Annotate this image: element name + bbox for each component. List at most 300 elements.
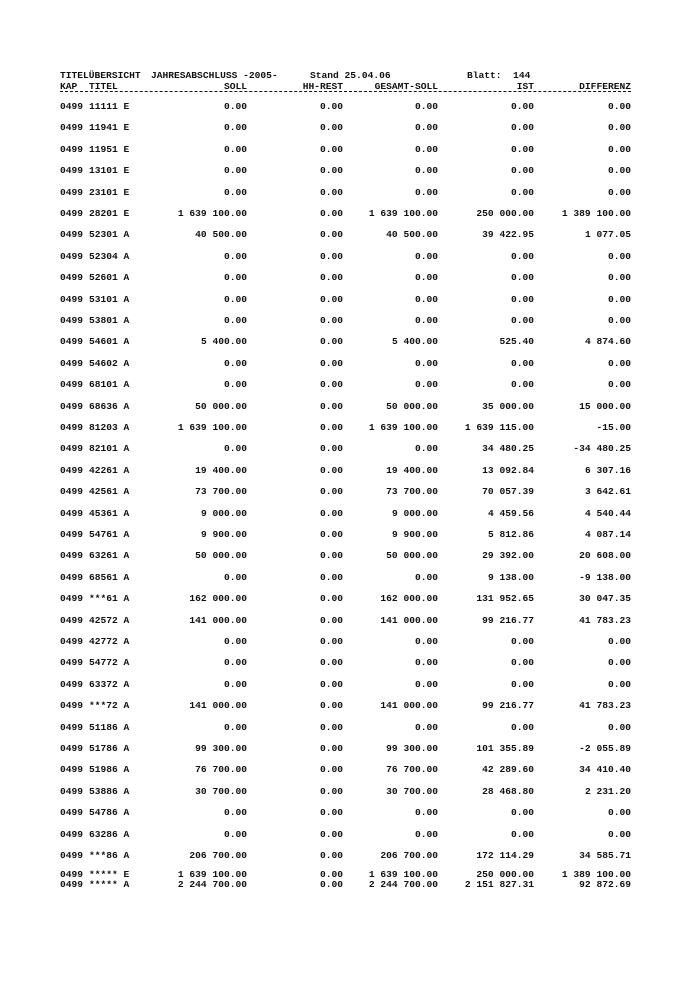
hh-rest-cell: 0.00 <box>319 786 343 797</box>
soll-cell: 19 400.00 <box>195 465 247 476</box>
gesamt-soll-cell: 0.00 <box>414 294 438 305</box>
hh-rest-cell: 0.00 <box>319 722 343 733</box>
titel-cell: ***86 A <box>89 850 130 861</box>
titel-cell: 11951 E <box>89 144 130 155</box>
titel-cell: 42261 A <box>89 465 130 476</box>
hh-rest-cell: 0.00 <box>319 508 343 519</box>
ist-cell: 101 355.89 <box>476 743 534 754</box>
gesamt-soll-cell: 0.00 <box>414 722 438 733</box>
soll-cell: 0.00 <box>223 122 247 133</box>
hh-rest-cell: 0.00 <box>319 358 343 369</box>
differenz-cell: 34 410.40 <box>579 764 631 775</box>
differenz-cell: 34 585.71 <box>579 850 631 861</box>
kap-cell: 0499 <box>60 879 84 890</box>
ist-cell: 42 289.60 <box>482 764 534 775</box>
soll-cell: 73 700.00 <box>195 486 247 497</box>
ist-cell: 0.00 <box>510 144 534 155</box>
differenz-cell: 0.00 <box>607 272 631 283</box>
column-header-gesamt-soll: GESAMT-SOLL <box>374 81 438 92</box>
kap-cell: 0499 <box>60 529 84 540</box>
hh-rest-cell: 0.00 <box>319 679 343 690</box>
table-row <box>0 272 700 284</box>
gesamt-soll-cell: 0.00 <box>414 272 438 283</box>
differenz-cell: 0.00 <box>607 144 631 155</box>
kap-cell: 0499 <box>60 144 84 155</box>
report-date: Stand 25.04.06 <box>310 70 391 81</box>
table-row <box>0 379 700 391</box>
gesamt-soll-cell: 0.00 <box>414 315 438 326</box>
titel-cell: 53801 A <box>89 315 130 326</box>
table-row <box>0 850 700 862</box>
table-row <box>0 294 700 306</box>
hh-rest-cell: 0.00 <box>319 869 343 880</box>
hh-rest-cell: 0.00 <box>319 422 343 433</box>
soll-cell: 0.00 <box>223 101 247 112</box>
soll-cell: 0.00 <box>223 272 247 283</box>
titel-cell: 11941 E <box>89 122 130 133</box>
table-row <box>0 165 700 177</box>
hh-rest-cell: 0.00 <box>319 764 343 775</box>
differenz-cell: 0.00 <box>607 829 631 840</box>
kap-cell: 0499 <box>60 101 84 112</box>
differenz-cell: 20 608.00 <box>579 550 631 561</box>
table-row <box>0 251 700 263</box>
table-row <box>0 187 700 199</box>
differenz-cell: 4 540.44 <box>584 508 631 519</box>
table-row <box>0 144 700 156</box>
table-row <box>0 700 700 712</box>
gesamt-soll-cell: 162 000.00 <box>380 593 438 604</box>
ist-cell: 0.00 <box>510 807 534 818</box>
kap-cell: 0499 <box>60 187 84 198</box>
table-row <box>0 508 700 520</box>
ist-cell: 131 952.65 <box>476 593 534 604</box>
hh-rest-cell: 0.00 <box>319 829 343 840</box>
table-row <box>0 122 700 134</box>
table-row <box>0 101 700 113</box>
column-header-titel: TITEL <box>89 81 118 92</box>
gesamt-soll-cell: 50 000.00 <box>386 550 438 561</box>
differenz-cell: 1 077.05 <box>584 229 631 240</box>
gesamt-soll-cell: 73 700.00 <box>386 486 438 497</box>
ist-cell: 0.00 <box>510 315 534 326</box>
ist-cell: 0.00 <box>510 251 534 262</box>
kap-cell: 0499 <box>60 379 84 390</box>
table-row <box>0 422 700 434</box>
ist-cell: 34 480.25 <box>482 443 534 454</box>
gesamt-soll-cell: 99 300.00 <box>386 743 438 754</box>
titel-cell: 52601 A <box>89 272 130 283</box>
ist-cell: 0.00 <box>510 722 534 733</box>
table-row <box>0 443 700 455</box>
differenz-cell: 2 231.20 <box>584 786 631 797</box>
ist-cell: 70 057.39 <box>482 486 534 497</box>
soll-cell: 0.00 <box>223 443 247 454</box>
differenz-cell: 41 783.23 <box>579 615 631 626</box>
titel-cell: 54786 A <box>89 807 130 818</box>
ist-cell: 0.00 <box>510 636 534 647</box>
hh-rest-cell: 0.00 <box>319 529 343 540</box>
hh-rest-cell: 0.00 <box>319 443 343 454</box>
soll-cell: 99 300.00 <box>195 743 247 754</box>
kap-cell: 0499 <box>60 764 84 775</box>
soll-cell: 162 000.00 <box>189 593 247 604</box>
gesamt-soll-cell: 76 700.00 <box>386 764 438 775</box>
header-divider <box>60 91 631 92</box>
table-row <box>0 764 700 776</box>
titel-cell: 63286 A <box>89 829 130 840</box>
titel-cell: 42772 A <box>89 636 130 647</box>
differenz-cell: 0.00 <box>607 358 631 369</box>
gesamt-soll-cell: 19 400.00 <box>386 465 438 476</box>
differenz-cell: 0.00 <box>607 187 631 198</box>
ist-cell: 0.00 <box>510 101 534 112</box>
gesamt-soll-cell: 0.00 <box>414 187 438 198</box>
ist-cell: 525.40 <box>499 336 534 347</box>
soll-cell: 0.00 <box>223 144 247 155</box>
titel-cell: 52304 A <box>89 251 130 262</box>
titel-cell: 42561 A <box>89 486 130 497</box>
gesamt-soll-cell: 0.00 <box>414 572 438 583</box>
soll-cell: 0.00 <box>223 636 247 647</box>
soll-cell: 9 000.00 <box>200 508 247 519</box>
kap-cell: 0499 <box>60 422 84 433</box>
report-subtitle: JAHRESABSCHLUSS -2005- <box>151 70 278 81</box>
hh-rest-cell: 0.00 <box>319 572 343 583</box>
differenz-cell: 0.00 <box>607 722 631 733</box>
gesamt-soll-cell: 0.00 <box>414 144 438 155</box>
gesamt-soll-cell: 0.00 <box>414 379 438 390</box>
gesamt-soll-cell: 0.00 <box>414 122 438 133</box>
table-row <box>0 572 700 584</box>
soll-cell: 40 500.00 <box>195 229 247 240</box>
gesamt-soll-cell: 0.00 <box>414 443 438 454</box>
differenz-cell: -9 138.00 <box>579 572 631 583</box>
hh-rest-cell: 0.00 <box>319 251 343 262</box>
soll-cell: 0.00 <box>223 379 247 390</box>
kap-cell: 0499 <box>60 443 84 454</box>
differenz-cell: 3 642.61 <box>584 486 631 497</box>
ist-cell: 0.00 <box>510 829 534 840</box>
kap-cell: 0499 <box>60 722 84 733</box>
titel-cell: 54601 A <box>89 336 130 347</box>
table-row <box>0 229 700 241</box>
soll-cell: 0.00 <box>223 679 247 690</box>
ist-cell: 250 000.00 <box>476 869 534 880</box>
soll-cell: 9 900.00 <box>200 529 247 540</box>
hh-rest-cell: 0.00 <box>319 122 343 133</box>
kap-cell: 0499 <box>60 850 84 861</box>
differenz-cell: 1 389 100.00 <box>561 869 631 880</box>
titel-cell: 11111 E <box>89 101 130 112</box>
table-row <box>0 786 700 798</box>
differenz-cell: 0.00 <box>607 165 631 176</box>
titel-cell: 68636 A <box>89 401 130 412</box>
titel-cell: 51186 A <box>89 722 130 733</box>
kap-cell: 0499 <box>60 869 84 880</box>
differenz-cell: 41 783.23 <box>579 700 631 711</box>
kap-cell: 0499 <box>60 508 84 519</box>
titel-cell: 13101 E <box>89 165 130 176</box>
ist-cell: 4 459.56 <box>487 508 534 519</box>
kap-cell: 0499 <box>60 294 84 305</box>
differenz-cell: 0.00 <box>607 379 631 390</box>
hh-rest-cell: 0.00 <box>319 550 343 561</box>
gesamt-soll-cell: 0.00 <box>414 829 438 840</box>
soll-cell: 0.00 <box>223 572 247 583</box>
differenz-cell: 0.00 <box>607 294 631 305</box>
differenz-cell: 0.00 <box>607 315 631 326</box>
differenz-cell: 0.00 <box>607 251 631 262</box>
hh-rest-cell: 0.00 <box>319 879 343 890</box>
hh-rest-cell: 0.00 <box>319 401 343 412</box>
gesamt-soll-cell: 0.00 <box>414 807 438 818</box>
soll-cell: 0.00 <box>223 807 247 818</box>
titel-cell: 82101 A <box>89 443 130 454</box>
kap-cell: 0499 <box>60 550 84 561</box>
titel-cell: 54761 A <box>89 529 130 540</box>
hh-rest-cell: 0.00 <box>319 294 343 305</box>
kap-cell: 0499 <box>60 465 84 476</box>
ist-cell: 0.00 <box>510 272 534 283</box>
gesamt-soll-cell: 206 700.00 <box>380 850 438 861</box>
soll-cell: 0.00 <box>223 165 247 176</box>
titel-cell: 68561 A <box>89 572 130 583</box>
hh-rest-cell: 0.00 <box>319 850 343 861</box>
soll-cell: 206 700.00 <box>189 850 247 861</box>
titel-cell: 54602 A <box>89 358 130 369</box>
hh-rest-cell: 0.00 <box>319 807 343 818</box>
hh-rest-cell: 0.00 <box>319 743 343 754</box>
ist-cell: 0.00 <box>510 122 534 133</box>
hh-rest-cell: 0.00 <box>319 208 343 219</box>
gesamt-soll-cell: 5 400.00 <box>391 336 438 347</box>
differenz-cell: 0.00 <box>607 101 631 112</box>
titel-cell: 45361 A <box>89 508 130 519</box>
titel-cell: 51786 A <box>89 743 130 754</box>
soll-cell: 0.00 <box>223 358 247 369</box>
hh-rest-cell: 0.00 <box>319 144 343 155</box>
soll-cell: 5 400.00 <box>200 336 247 347</box>
table-row <box>0 315 700 327</box>
ist-cell: 0.00 <box>510 187 534 198</box>
ist-cell: 172 114.29 <box>476 850 534 861</box>
titel-cell: ***72 A <box>89 700 130 711</box>
table-row <box>0 829 700 841</box>
differenz-cell: 0.00 <box>607 679 631 690</box>
titel-cell: ***** A <box>89 879 130 890</box>
gesamt-soll-cell: 40 500.00 <box>386 229 438 240</box>
table-row <box>0 208 700 220</box>
titel-cell: 81203 A <box>89 422 130 433</box>
soll-cell: 1 639 100.00 <box>177 422 247 433</box>
titel-cell: 51986 A <box>89 764 130 775</box>
ist-cell: 0.00 <box>510 165 534 176</box>
hh-rest-cell: 0.00 <box>319 657 343 668</box>
hh-rest-cell: 0.00 <box>319 187 343 198</box>
soll-cell: 76 700.00 <box>195 764 247 775</box>
kap-cell: 0499 <box>60 572 84 583</box>
ist-cell: 1 639 115.00 <box>464 422 534 433</box>
table-row <box>0 722 700 734</box>
soll-cell: 0.00 <box>223 315 247 326</box>
soll-cell: 2 244 700.00 <box>177 879 247 890</box>
ist-cell: 29 392.00 <box>482 550 534 561</box>
ist-cell: 39 422.95 <box>482 229 534 240</box>
table-row <box>0 358 700 370</box>
kap-cell: 0499 <box>60 700 84 711</box>
ist-cell: 99 216.77 <box>482 700 534 711</box>
titel-cell: 53886 A <box>89 786 130 797</box>
hh-rest-cell: 0.00 <box>319 101 343 112</box>
titel-cell: ***** E <box>89 869 130 880</box>
differenz-cell: 6 307.16 <box>584 465 631 476</box>
gesamt-soll-cell: 2 244 700.00 <box>368 879 438 890</box>
table-row <box>0 743 700 755</box>
ist-cell: 13 092.84 <box>482 465 534 476</box>
ist-cell: 0.00 <box>510 679 534 690</box>
gesamt-soll-cell: 50 000.00 <box>386 401 438 412</box>
titel-cell: 63261 A <box>89 550 130 561</box>
differenz-cell: 4 087.14 <box>584 529 631 540</box>
table-row <box>0 636 700 648</box>
titel-cell: 63372 A <box>89 679 130 690</box>
ist-cell: 0.00 <box>510 358 534 369</box>
kap-cell: 0499 <box>60 251 84 262</box>
table-row <box>0 807 700 819</box>
hh-rest-cell: 0.00 <box>319 465 343 476</box>
soll-cell: 30 700.00 <box>195 786 247 797</box>
kap-cell: 0499 <box>60 229 84 240</box>
titel-cell: 54772 A <box>89 657 130 668</box>
ist-cell: 9 138.00 <box>487 572 534 583</box>
hh-rest-cell: 0.00 <box>319 229 343 240</box>
table-row <box>0 657 700 669</box>
differenz-cell: 0.00 <box>607 122 631 133</box>
soll-cell: 141 000.00 <box>189 615 247 626</box>
ist-cell: 0.00 <box>510 379 534 390</box>
soll-cell: 0.00 <box>223 251 247 262</box>
table-row <box>0 486 700 498</box>
ist-cell: 99 216.77 <box>482 615 534 626</box>
hh-rest-cell: 0.00 <box>319 636 343 647</box>
column-header-differenz: DIFFERENZ <box>579 81 631 92</box>
soll-cell: 0.00 <box>223 657 247 668</box>
hh-rest-cell: 0.00 <box>319 165 343 176</box>
gesamt-soll-cell: 0.00 <box>414 679 438 690</box>
kap-cell: 0499 <box>60 593 84 604</box>
gesamt-soll-cell: 30 700.00 <box>386 786 438 797</box>
table-row <box>0 550 700 562</box>
titel-cell: ***61 A <box>89 593 130 604</box>
differenz-cell: -2 055.89 <box>579 743 631 754</box>
table-row <box>0 615 700 627</box>
differenz-cell: 15 000.00 <box>579 401 631 412</box>
gesamt-soll-cell: 9 900.00 <box>391 529 438 540</box>
hh-rest-cell: 0.00 <box>319 593 343 604</box>
gesamt-soll-cell: 141 000.00 <box>380 615 438 626</box>
soll-cell: 50 000.00 <box>195 550 247 561</box>
soll-cell: 1 639 100.00 <box>177 208 247 219</box>
kap-cell: 0499 <box>60 401 84 412</box>
kap-cell: 0499 <box>60 122 84 133</box>
ist-cell: 28 468.80 <box>482 786 534 797</box>
table-row <box>0 465 700 477</box>
ist-cell: 35 000.00 <box>482 401 534 412</box>
kap-cell: 0499 <box>60 486 84 497</box>
hh-rest-cell: 0.00 <box>319 700 343 711</box>
differenz-cell: 0.00 <box>607 657 631 668</box>
gesamt-soll-cell: 0.00 <box>414 165 438 176</box>
differenz-cell: 1 389 100.00 <box>561 208 631 219</box>
column-header-hh-rest: HH-REST <box>302 81 343 92</box>
hh-rest-cell: 0.00 <box>319 486 343 497</box>
kap-cell: 0499 <box>60 829 84 840</box>
gesamt-soll-cell: 0.00 <box>414 657 438 668</box>
gesamt-soll-cell: 1 639 100.00 <box>368 869 438 880</box>
soll-cell: 0.00 <box>223 722 247 733</box>
hh-rest-cell: 0.00 <box>319 315 343 326</box>
soll-cell: 1 639 100.00 <box>177 869 247 880</box>
report-title: TITELÜBERSICHT <box>60 70 141 81</box>
kap-cell: 0499 <box>60 807 84 818</box>
ist-cell: 0.00 <box>510 657 534 668</box>
kap-cell: 0499 <box>60 165 84 176</box>
titel-cell: 68101 A <box>89 379 130 390</box>
titel-cell: 28201 E <box>89 208 130 219</box>
differenz-cell: -15.00 <box>596 422 631 433</box>
differenz-cell: 4 874.60 <box>584 336 631 347</box>
soll-cell: 0.00 <box>223 187 247 198</box>
page-number: Blatt: 144 <box>467 70 531 81</box>
column-header-kap: KAP <box>60 81 78 92</box>
kap-cell: 0499 <box>60 636 84 647</box>
differenz-cell: -34 480.25 <box>573 443 631 454</box>
titel-cell: 23101 E <box>89 187 130 198</box>
kap-cell: 0499 <box>60 679 84 690</box>
differenz-cell: 0.00 <box>607 636 631 647</box>
gesamt-soll-cell: 0.00 <box>414 358 438 369</box>
soll-cell: 141 000.00 <box>189 700 247 711</box>
ist-cell: 2 151 827.31 <box>464 879 534 890</box>
soll-cell: 0.00 <box>223 829 247 840</box>
ist-cell: 5 812.86 <box>487 529 534 540</box>
kap-cell: 0499 <box>60 336 84 347</box>
ist-cell: 0.00 <box>510 294 534 305</box>
gesamt-soll-cell: 0.00 <box>414 101 438 112</box>
table-row <box>0 679 700 691</box>
gesamt-soll-cell: 141 000.00 <box>380 700 438 711</box>
kap-cell: 0499 <box>60 743 84 754</box>
soll-cell: 50 000.00 <box>195 401 247 412</box>
differenz-cell: 92 872.69 <box>579 879 631 890</box>
gesamt-soll-cell: 9 000.00 <box>391 508 438 519</box>
hh-rest-cell: 0.00 <box>319 336 343 347</box>
kap-cell: 0499 <box>60 358 84 369</box>
gesamt-soll-cell: 1 639 100.00 <box>368 208 438 219</box>
hh-rest-cell: 0.00 <box>319 379 343 390</box>
titel-cell: 52301 A <box>89 229 130 240</box>
gesamt-soll-cell: 1 639 100.00 <box>368 422 438 433</box>
column-header-soll: SOLL <box>223 81 247 92</box>
table-row <box>0 336 700 348</box>
differenz-cell: 30 047.35 <box>579 593 631 604</box>
titel-cell: 42572 A <box>89 615 130 626</box>
total-row <box>0 879 700 891</box>
ist-cell: 250 000.00 <box>476 208 534 219</box>
kap-cell: 0499 <box>60 615 84 626</box>
table-row <box>0 529 700 541</box>
